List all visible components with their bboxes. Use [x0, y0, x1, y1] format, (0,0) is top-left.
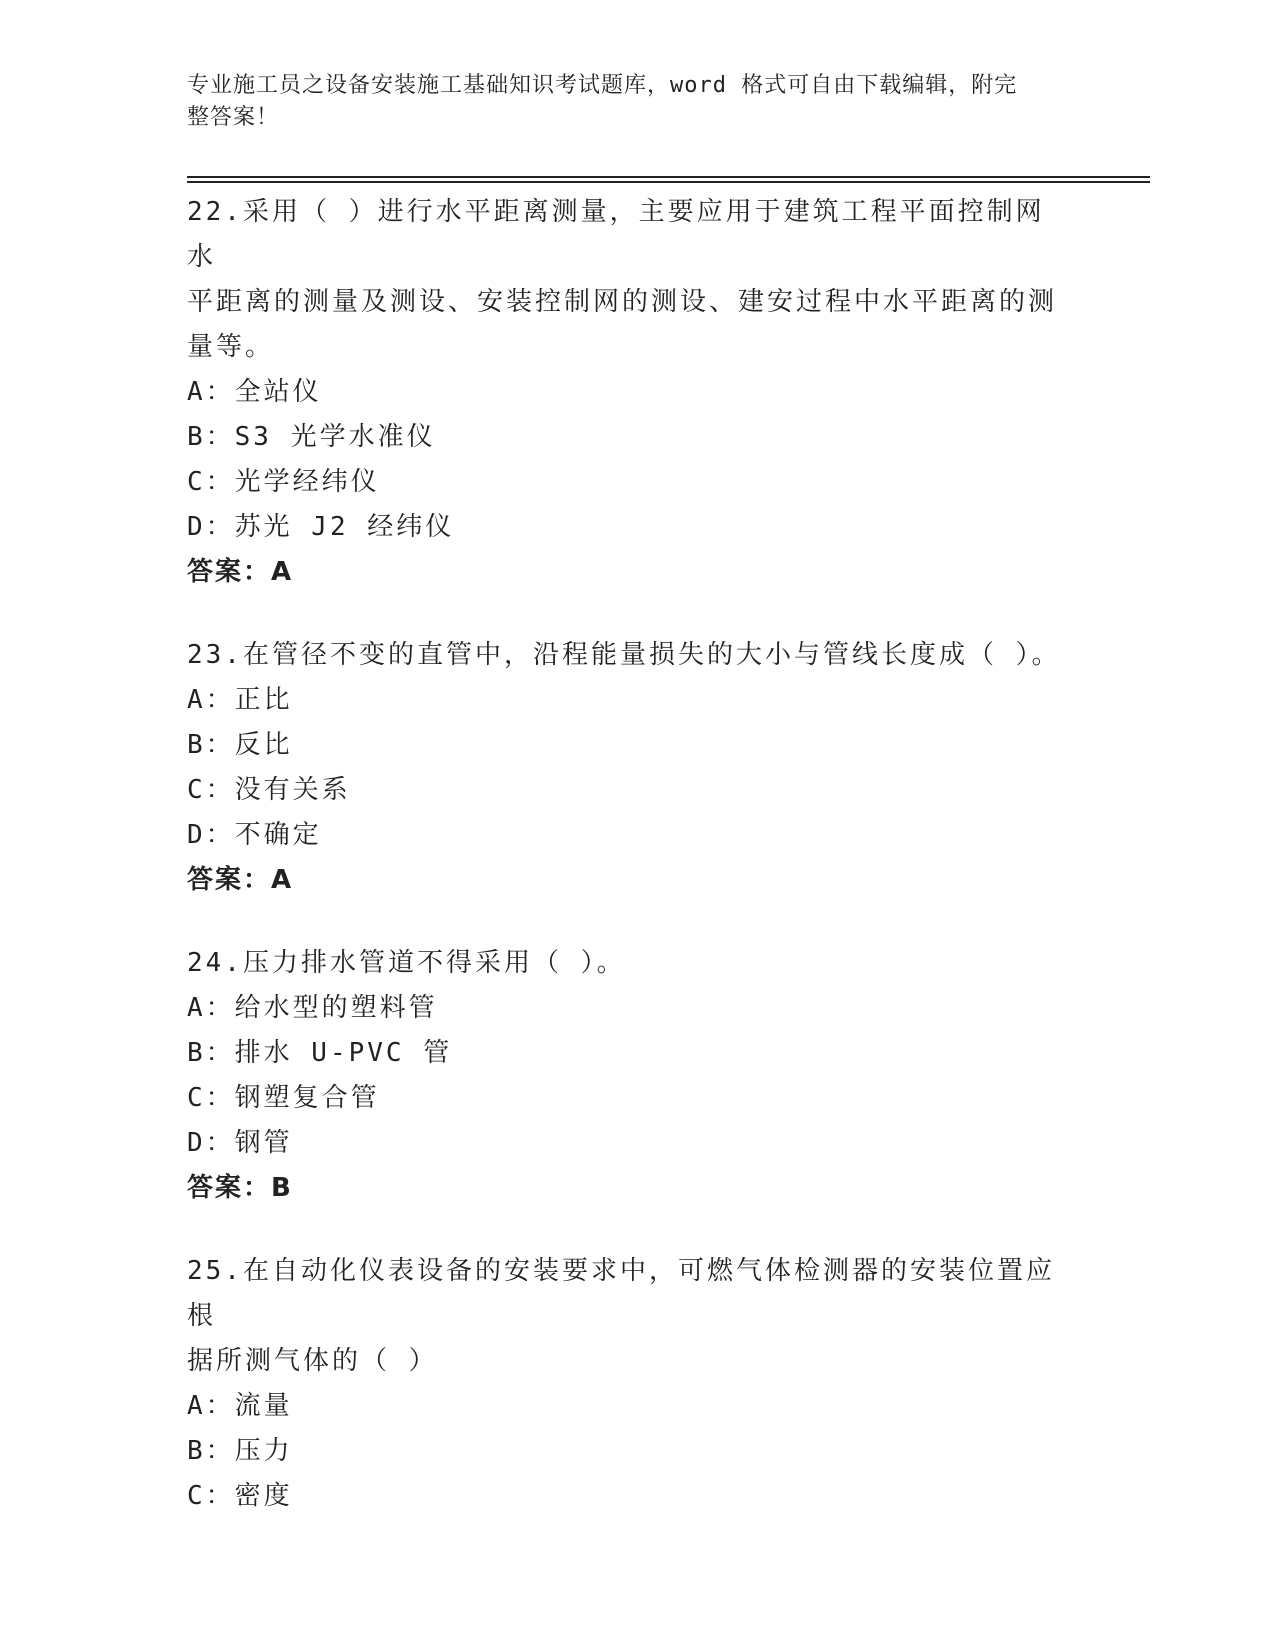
- option-b: B：反比: [187, 730, 293, 760]
- option-b: B：S3 光学水准仪: [187, 422, 436, 452]
- option-b: B：排水 U-PVC 管: [187, 1038, 453, 1068]
- stem-line: 25.在自动化仪表设备的安装要求中，可燃气体检测器的安装位置应根: [187, 1256, 1055, 1331]
- question-22: [187, 190, 1067, 595]
- question-list: [187, 190, 1067, 1557]
- option-c: C：钢塑复合管: [187, 1083, 380, 1113]
- option-d: D：钢管: [187, 1128, 293, 1158]
- question-24: [187, 941, 1067, 1211]
- stem-line: 22.采用（ ）进行水平距离测量，主要应用于建筑工程平面控制网水: [187, 197, 1045, 272]
- question-stem: [187, 190, 1067, 370]
- option-c: C：没有关系: [187, 775, 351, 805]
- stem-line: 量等。: [187, 332, 275, 362]
- option-a: A：给水型的塑料管: [187, 993, 438, 1023]
- answer-line: 答案：A: [187, 865, 294, 895]
- question-25: [187, 1249, 1067, 1519]
- question-stem: [187, 941, 1067, 986]
- stem-line: 平距离的测量及测设、安装控制网的测设、建安过程中水平距离的测: [187, 287, 1058, 317]
- header-divider-top: [187, 176, 1150, 178]
- stem-line: 23.在管径不变的直管中，沿程能量损失的大小与管线长度成（ ）。: [187, 640, 1061, 670]
- option-b: B：压力: [187, 1436, 293, 1466]
- stem-line: 24.压力排水管道不得采用（ ）。: [187, 948, 626, 978]
- stem-line: 据所测气体的（ ）: [187, 1346, 438, 1376]
- option-d: D：不确定: [187, 820, 322, 850]
- option-c: C：光学经纬仪: [187, 467, 380, 497]
- answer-line: 答案：A: [187, 557, 294, 587]
- question-stem: [187, 633, 1067, 678]
- question-stem: [187, 1249, 1067, 1384]
- option-c: C：密度: [187, 1481, 293, 1511]
- document-header: [187, 70, 1067, 134]
- header-divider-bottom: [187, 181, 1150, 183]
- header-line-1: 专业施工员之设备安装施工基础知识考试题库，word 格式可自由下载编辑，附完: [187, 73, 1018, 98]
- question-23: [187, 633, 1067, 903]
- answer-line: 答案：B: [187, 1173, 293, 1203]
- option-a: A：流量: [187, 1391, 293, 1421]
- option-a: A：正比: [187, 685, 293, 715]
- header-line-2: 整答案！: [187, 105, 280, 130]
- option-d: D：苏光 J2 经纬仪: [187, 512, 455, 542]
- option-a: A：全站仪: [187, 377, 322, 407]
